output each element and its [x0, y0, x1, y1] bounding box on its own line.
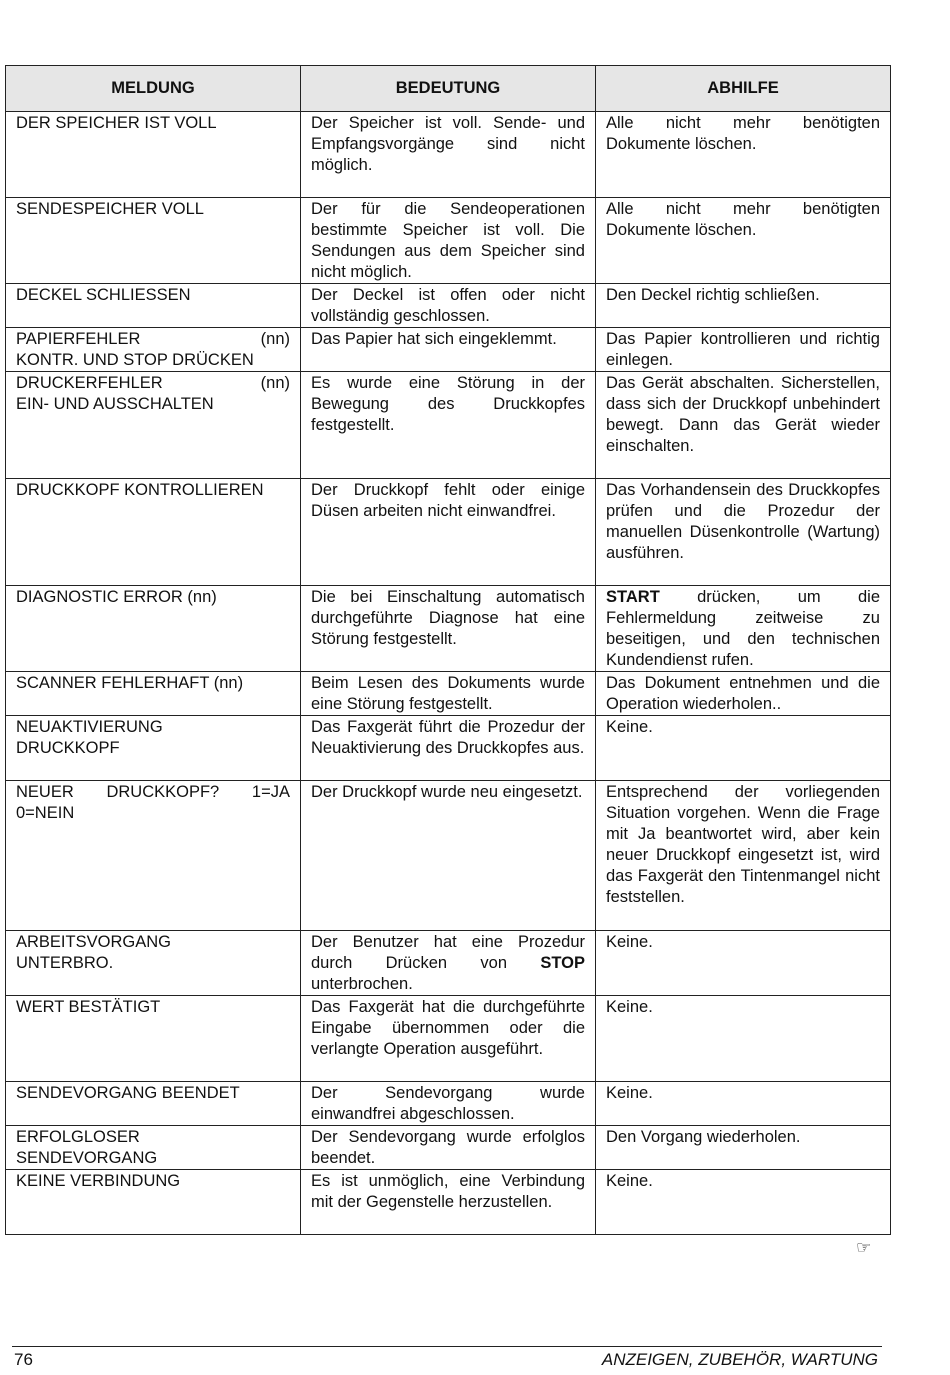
table-row	[6, 372, 891, 479]
meldung-line: NEUER DRUCKKOPF? 1=JA	[16, 783, 290, 801]
pointing-hand-icon: ☞	[856, 1238, 872, 1258]
cell-bedeutung: Es ist unmöglich, eine Verbindung mit der Gegenstelle herzustellen.	[301, 1170, 596, 1235]
cell-meldung	[6, 328, 301, 372]
cell-abhilfe: Den Vorgang wiederholen.	[596, 1126, 891, 1170]
header-abhilfe: ABHILFE	[596, 66, 891, 112]
section-title: ANZEIGEN, ZUBEHÖR, WARTUNG	[601, 1350, 878, 1369]
meldung-line: NEUAKTIVIERUNG	[16, 718, 163, 736]
cell-meldung: WERT BESTÄTIGT	[6, 996, 301, 1082]
cell-bedeutung: Beim Lesen des Dokuments wurde eine Störung festgestellt.	[301, 672, 596, 716]
cell-abhilfe: Das Papier kontrollieren und richtig einlegen.	[596, 328, 891, 372]
cell-abhilfe: Alle nicht mehr benötigten Dokumente löschen.	[596, 198, 891, 284]
table-row	[6, 479, 891, 586]
cell-abhilfe: Das Vorhandensein des Druckkopfes prüfen und die Prozedur der manuellen Düsenkontrolle (Wartung) ausführen.	[596, 479, 891, 586]
table-row	[6, 1170, 891, 1235]
cell-bedeutung	[301, 931, 596, 996]
cell-meldung: SENDEVORGANG BEENDET	[6, 1082, 301, 1126]
cell-meldung: SENDESPEICHER VOLL	[6, 198, 301, 284]
cell-bedeutung: Es wurde eine Störung in der Bewegung des Druckkopfes festgestellt.	[301, 372, 596, 479]
table-row	[6, 781, 891, 931]
cell-meldung: DER SPEICHER IST VOLL	[6, 112, 301, 198]
cell-meldung: DRUCKKOPF KONTROLLIEREN	[6, 479, 301, 586]
table-header-row	[6, 66, 891, 112]
cell-abhilfe: Das Dokument entnehmen und die Operation wiederholen..	[596, 672, 891, 716]
header-meldung: MELDUNG	[6, 66, 301, 112]
bedeutung-text: Der Benutzer hat eine Prozedur durch Drücken von	[311, 933, 585, 972]
cell-abhilfe: Entsprechend der vorliegenden Situation vorgehen. Wenn die Frage mit Ja beantwortet wird, aber kein neuer Druckkopf eingesetzt ist, wird das Faxgerät den Tintenmangel nicht feststellen.	[596, 781, 891, 931]
message-table	[5, 65, 891, 1235]
page-number: 76	[14, 1350, 33, 1369]
cell-bedeutung: Der Speicher ist voll. Sende- und Empfangsvorgänge sind nicht möglich.	[301, 112, 596, 198]
cell-meldung: DECKEL SCHLIESSEN	[6, 284, 301, 328]
cell-abhilfe: Alle nicht mehr benötigten Dokumente löschen.	[596, 112, 891, 198]
table-row	[6, 672, 891, 716]
cell-abhilfe: Den Deckel richtig schließen.	[596, 284, 891, 328]
meldung-line: PAPIERFEHLER (nn)	[16, 330, 290, 348]
cell-meldung	[6, 1126, 301, 1170]
footer-divider	[12, 1346, 882, 1347]
cell-bedeutung: Der Deckel ist offen oder nicht vollständig geschlossen.	[301, 284, 596, 328]
key-label: STOP	[540, 954, 585, 972]
cell-bedeutung: Der Sendevorgang wurde einwandfrei abgeschlossen.	[301, 1082, 596, 1126]
table-row	[6, 931, 891, 996]
cell-meldung	[6, 716, 301, 781]
cell-abhilfe: Keine.	[596, 716, 891, 781]
meldung-line: DRUCKKOPF	[16, 739, 120, 757]
cell-abhilfe	[596, 586, 891, 672]
header-bedeutung: BEDEUTUNG	[301, 66, 596, 112]
table-row	[6, 1126, 891, 1170]
cell-abhilfe: Keine.	[596, 996, 891, 1082]
cell-meldung	[6, 931, 301, 996]
cell-bedeutung: Das Faxgerät führt die Prozedur der Neuaktivierung des Druckkopfes aus.	[301, 716, 596, 781]
meldung-line: EIN- UND AUSSCHALTEN	[16, 395, 214, 413]
cell-meldung	[6, 372, 301, 479]
table-row	[6, 1082, 891, 1126]
cell-bedeutung: Die bei Einschaltung automatisch durchgeführte Diagnose hat eine Störung festgestellt.	[301, 586, 596, 672]
cell-bedeutung: Das Faxgerät hat die durchgeführte Eingabe übernommen oder die verlangte Operation ausgeführt.	[301, 996, 596, 1082]
meldung-line: ERFOLGLOSER	[16, 1128, 140, 1146]
meldung-line: 0=NEIN	[16, 804, 75, 822]
cell-abhilfe: Das Gerät abschalten. Sicherstellen, dass sich der Druckkopf unbehindert bewegt. Dann das Gerät wieder einschalten.	[596, 372, 891, 479]
meldung-line: DRUCKERFEHLER (nn)	[16, 374, 290, 392]
table-row	[6, 328, 891, 372]
cell-bedeutung: Das Papier hat sich eingeklemmt.	[301, 328, 596, 372]
cell-bedeutung: Der Druckkopf fehlt oder einige Düsen arbeiten nicht einwandfrei.	[301, 479, 596, 586]
cell-abhilfe: Keine.	[596, 931, 891, 996]
table-row	[6, 586, 891, 672]
meldung-line: ARBEITSVORGANG	[16, 933, 171, 951]
cell-meldung: KEINE VERBINDUNG	[6, 1170, 301, 1235]
cell-bedeutung: Der für die Sendeoperationen bestimmte Speicher ist voll. Die Sendungen aus dem Speicher sind nicht möglich.	[301, 198, 596, 284]
cell-bedeutung: Der Druckkopf wurde neu eingesetzt.	[301, 781, 596, 931]
meldung-line: UNTERBRO.	[16, 954, 114, 972]
bedeutung-text-tail: unterbrochen.	[311, 975, 413, 993]
cell-bedeutung: Der Sendevorgang wurde erfolglos beendet.	[301, 1126, 596, 1170]
key-label: START	[606, 588, 660, 606]
table-row	[6, 716, 891, 781]
table-row	[6, 996, 891, 1082]
table-row	[6, 284, 891, 328]
abhilfe-text: drücken, um die Fehlermeldung zeitweise zu beseitigen, und den technischen Kundendienst rufen.	[606, 588, 880, 669]
cell-meldung	[6, 781, 301, 931]
meldung-line: KONTR. UND STOP DRÜCKEN	[16, 351, 254, 369]
table-row	[6, 198, 891, 284]
cell-abhilfe: Keine.	[596, 1170, 891, 1235]
cell-meldung: SCANNER FEHLERHAFT (nn)	[6, 672, 301, 716]
cell-abhilfe: Keine.	[596, 1082, 891, 1126]
cell-meldung: DIAGNOSTIC ERROR (nn)	[6, 586, 301, 672]
table-row	[6, 112, 891, 198]
meldung-line: SENDEVORGANG	[16, 1149, 158, 1167]
